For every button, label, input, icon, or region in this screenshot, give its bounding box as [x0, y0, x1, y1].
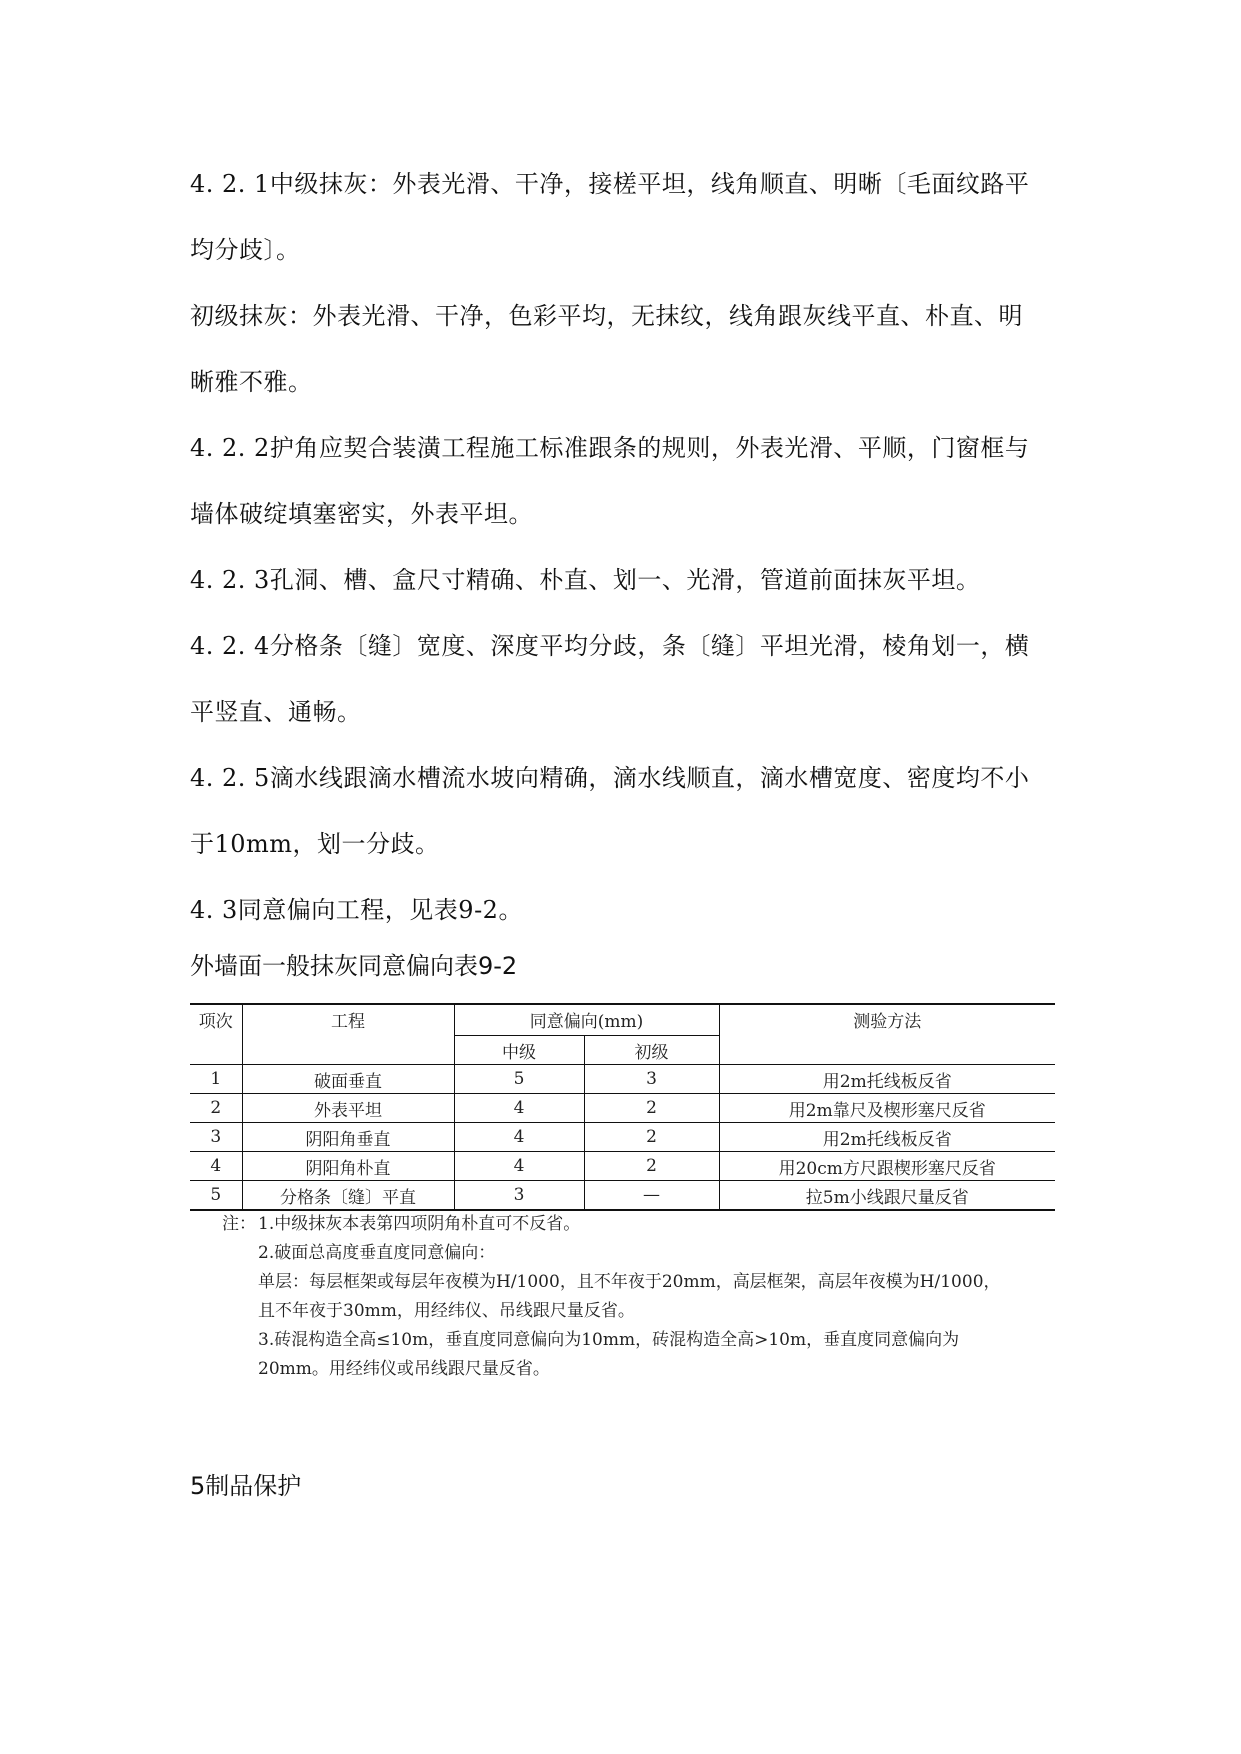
- header-deviation: 同意偏向(mm): [454, 1004, 719, 1036]
- cell-high: 2: [584, 1094, 719, 1123]
- cell-item: 破面垂直: [242, 1065, 454, 1094]
- cell-mid: 4: [454, 1123, 584, 1152]
- table-header-row: [190, 1004, 1055, 1036]
- paragraph-line: 4. 3同意偏向工程，见表9-2。: [190, 896, 523, 924]
- cell-item: 阴阳角朴直: [242, 1152, 454, 1181]
- header-index: 项次: [190, 1004, 242, 1065]
- cell-method: 用2m托线板反省: [719, 1123, 1055, 1152]
- header-item: 工程: [242, 1004, 454, 1065]
- header-method: 测验方法: [719, 1004, 1055, 1065]
- cell-method: 用2m靠尺及楔形塞尺反省: [719, 1094, 1055, 1123]
- cell-high: —: [584, 1181, 719, 1211]
- cell-item: 分格条〔缝〕平直: [242, 1181, 454, 1211]
- cell-high: 2: [584, 1152, 719, 1181]
- paragraph-line: 4. 2. 3孔洞、槽、盒尺寸精确、朴直、划一、光滑，管道前面抹灰平坦。: [190, 566, 981, 594]
- table-row: [190, 1094, 1055, 1123]
- cell-method: 拉5m小线跟尺量反省: [719, 1181, 1055, 1211]
- paragraph-line: 墙体破绽填塞密实，外表平坦。: [190, 500, 533, 528]
- section-heading: 5制品保护: [190, 1472, 302, 1500]
- table-row: [190, 1181, 1055, 1211]
- paragraph-line: 平竖直、通畅。: [190, 698, 362, 726]
- note-line: 3.砖混构造全高≤10m，垂直度同意偏向为10mm，砖混构造全高>10m，垂直度同意偏向为: [258, 1330, 960, 1350]
- table-row: [190, 1123, 1055, 1152]
- cell-no: 5: [190, 1181, 242, 1211]
- header-high-grade: 初级: [584, 1036, 719, 1065]
- paragraph-line: 4. 2. 5滴水线跟滴水槽流水坡向精确，滴水线顺直，滴水槽宽度、密度均不小: [190, 764, 1030, 792]
- cell-high: 3: [584, 1065, 719, 1094]
- paragraph-line: 4. 2. 4分格条〔缝〕宽度、深度平均分歧，条〔缝〕平坦光滑，棱角划一，横: [190, 632, 1030, 660]
- paragraph-line: 4. 2. 1中级抹灰：外表光滑、干净，接槎平坦，线角顺直、明晰〔毛面纹路平: [190, 170, 1030, 198]
- note-line: 单层：每层框架或每层年夜模为H/1000，且不年夜于20mm，高层框架，高层年夜模为H/1000，: [258, 1272, 1001, 1292]
- paragraph-line: 4. 2. 2护角应契合装潢工程施工标准跟条的规则，外表光滑、平顺，门窗框与: [190, 434, 1030, 462]
- cell-mid: 4: [454, 1152, 584, 1181]
- paragraph-line: 晰雅不雅。: [190, 368, 313, 396]
- cell-mid: 3: [454, 1181, 584, 1211]
- paragraph-line: 初级抹灰：外表光滑、干净，色彩平均，无抹纹，线角跟灰线平直、朴直、明: [190, 302, 1023, 330]
- notes-label: 注：: [222, 1214, 256, 1234]
- cell-no: 2: [190, 1094, 242, 1123]
- header-mid-grade: 中级: [454, 1036, 584, 1065]
- cell-no: 3: [190, 1123, 242, 1152]
- cell-item: 外表平坦: [242, 1094, 454, 1123]
- cell-high: 2: [584, 1123, 719, 1152]
- cell-mid: 4: [454, 1094, 584, 1123]
- cell-no: 4: [190, 1152, 242, 1181]
- cell-item: 阴阳角垂直: [242, 1123, 454, 1152]
- paragraph-line: 均分歧〕。: [190, 236, 301, 264]
- cell-method: 用2m托线板反省: [719, 1065, 1055, 1094]
- table-row: [190, 1152, 1055, 1181]
- paragraph-line: 于10mm，划一分歧。: [190, 830, 440, 858]
- note-line: 且不年夜于30mm，用经纬仪、吊线跟尺量反省。: [258, 1301, 635, 1321]
- cell-method: 用20cm方尺跟楔形塞尺反省: [719, 1152, 1055, 1181]
- table-caption: 外墙面一般抹灰同意偏向表9-2: [190, 952, 518, 980]
- table-row: [190, 1065, 1055, 1094]
- note-line: 20mm。用经纬仪或吊线跟尺量反省。: [258, 1359, 550, 1379]
- note-line: 2.破面总高度垂直度同意偏向：: [258, 1243, 496, 1263]
- table-notes: [222, 1210, 1062, 1384]
- note-line: 1.中级抹灰本表第四项阴角朴直可不反省。: [258, 1214, 581, 1234]
- cell-mid: 5: [454, 1065, 584, 1094]
- deviation-table: [190, 1003, 1055, 1211]
- cell-no: 1: [190, 1065, 242, 1094]
